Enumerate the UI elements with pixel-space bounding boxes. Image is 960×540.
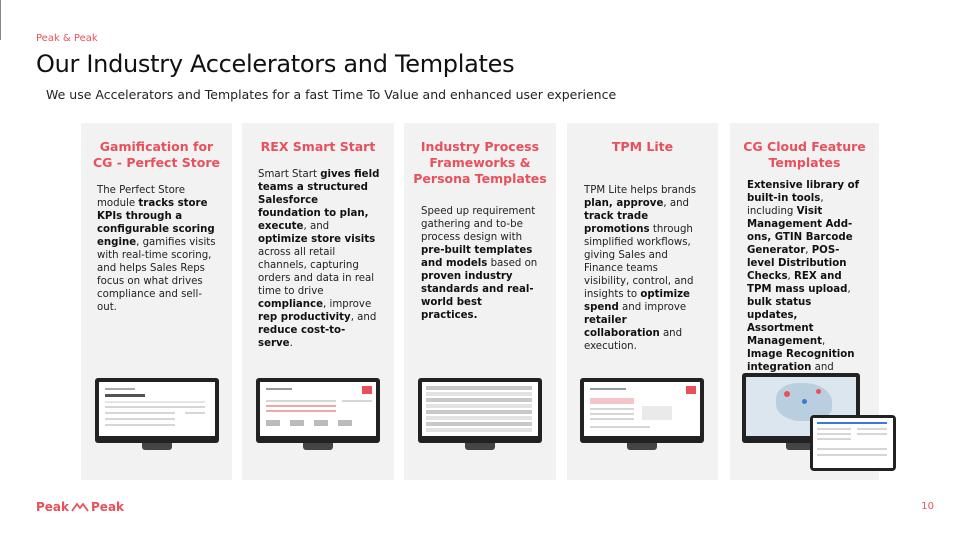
body-emphasis: optimize spend	[584, 289, 690, 313]
body-text: Speed up requirement gathering and to-be process design with	[421, 206, 536, 243]
perfect-store-screenshot	[95, 378, 219, 443]
process-framework-screenshot	[418, 378, 542, 443]
body-text: , gamifies visits with real-time scoring, and helps Sales Reps focus on what drives compliance and sell-out.	[97, 237, 216, 313]
body-emphasis: plan, approve	[584, 198, 664, 209]
body-text: ,	[805, 245, 812, 256]
body-emphasis: bulk status updates, Assortment Management	[747, 297, 822, 347]
body-emphasis: Visit Management Add-ons, GTIN Barcode Generator	[747, 206, 853, 256]
edge-mark	[0, 0, 1, 40]
card-process-frameworks	[404, 123, 556, 480]
card-body	[747, 179, 863, 387]
body-text: ,	[822, 336, 826, 347]
card-title: REX Smart Start	[260, 139, 376, 154]
card-body	[258, 168, 380, 350]
body-emphasis: reduce cost-to-serve	[258, 325, 346, 349]
card-rex-smart-start	[242, 123, 394, 480]
page-number: 10	[921, 501, 934, 512]
card-perfect-store	[81, 123, 232, 480]
body-text: , and	[663, 198, 690, 209]
body-emphasis: compliance	[258, 299, 324, 310]
card-body	[97, 184, 217, 314]
body-emphasis: retailer collaboration	[584, 315, 660, 339]
card-body	[584, 184, 704, 353]
peak-mountain-icon	[71, 502, 89, 512]
logo-text-left: Peak	[36, 500, 70, 514]
body-text: Smart Start	[258, 169, 321, 180]
body-text: and	[814, 362, 834, 373]
body-text: , improve	[323, 299, 372, 310]
body-text: and execution.	[584, 328, 683, 352]
body-emphasis: Extensive library of built-in tools	[747, 180, 860, 204]
card-title: TPM Lite	[611, 139, 674, 154]
body-text: ,	[847, 284, 851, 295]
body-emphasis: optimize store visits	[258, 234, 376, 245]
card-title: Gamification for CG - Perfect Store	[93, 139, 220, 170]
card-title: CG Cloud Feature Templates	[743, 139, 866, 170]
tablet-screenshot	[810, 415, 896, 471]
page-title: Our Industry Accelerators and Templates	[36, 50, 515, 78]
body-text: through simplified workflows, giving Sales and Finance teams visibility, control, and insights to	[584, 224, 694, 300]
body-text: The Perfect Store module	[97, 185, 186, 209]
logo-text-right: Peak	[91, 500, 125, 514]
body-emphasis: proven industry standards and real-world best practices.	[421, 271, 534, 321]
eyebrow-label: Peak & Peak	[36, 33, 98, 44]
body-emphasis: REX and TPM mass upload	[747, 271, 848, 295]
body-emphasis: Image Recognition integration	[747, 349, 855, 373]
body-text: , and	[303, 221, 330, 232]
body-emphasis: tracks store KPIs through a configurable scoring engine	[97, 198, 215, 248]
body-emphasis: POS-level Distribution Checks	[747, 245, 847, 282]
card-body	[421, 205, 541, 322]
body-text: TPM Lite helps brands	[584, 185, 697, 196]
card-tpm-lite	[567, 123, 718, 480]
brand-logo	[36, 500, 124, 514]
page-subtitle: We use Accelerators and Templates for a fast Time To Value and enhanced user experience	[46, 87, 617, 102]
body-text: across all retail channels, capturing orders and data in real time to drive	[258, 247, 375, 297]
body-text: , and	[350, 312, 377, 323]
body-emphasis: rep productivity	[258, 312, 351, 323]
body-emphasis: track trade promotions	[584, 211, 650, 235]
card-cg-cloud-templates	[730, 123, 879, 480]
body-emphasis: gives field teams a structured Salesforce foundation to plan, execute	[258, 169, 380, 232]
body-text: based on	[487, 258, 538, 269]
card-title: Industry Process Frameworks & Persona Templates	[413, 139, 547, 186]
body-text: and improve	[618, 302, 687, 313]
body-text: ,	[787, 271, 795, 282]
body-text: .	[289, 338, 293, 349]
body-emphasis: pre-built templates and models	[421, 245, 533, 269]
body-text: , including	[747, 193, 824, 217]
tpm-lite-screenshot	[580, 378, 704, 443]
rex-smart-start-screenshot	[256, 378, 380, 443]
